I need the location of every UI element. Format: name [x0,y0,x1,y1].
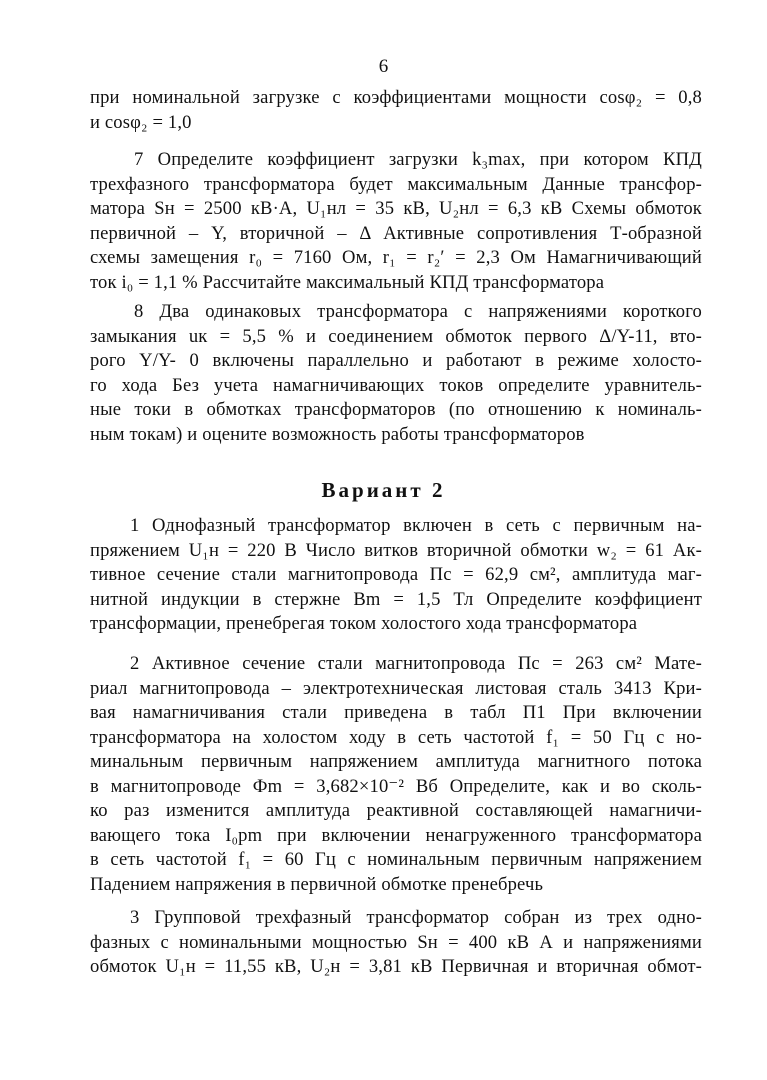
text-line: обмоток U₁н = 11,55 кВ, U₂н = 3,81 кВ Первичная и вторичная обмот- [90,956,702,977]
text-line: трансформатора на холостом ходу в сеть частотой f₁ = 50 Гц с но- [90,726,702,748]
variant2-task-3 [90,906,702,980]
text-line: и cosφ₂ = 1,0 [90,111,192,133]
text-line: ные токи в обмотках трансформаторов (по отношению к номиналь- [90,399,702,420]
text-line: 2 Активное сечение стали магнитопровода Пс = 263 см² Мате- [130,653,702,674]
text-line: при номинальной загрузке с коэффициентами мощности cosφ₂ = 0,8 [90,87,702,108]
text-line: 3 Групповой трехфазный трансформатор собран из трех одно- [130,907,702,928]
text-line: схемы замещения r₀ = 7160 Ом, r₁ = r₂′ = 2,3 Ом Намагничивающий [90,247,702,268]
text-line: Падением напряжения в первичной обмотке пренебречь [90,873,544,895]
page-number: 6 [378,56,389,77]
text-line: вающего тока I₀pm при включении ненагруженного трансформатора [90,824,702,846]
variant2-task-2 [90,652,702,897]
text-line: пряжением U₁н = 220 В Число витков вторичной обмотки w₂ = 61 Ак- [90,539,702,561]
text-line: трансформации, пренебрегая током холостого хода трансформатора [90,613,638,634]
text-line: ным токам) и оцените возможность работы трансформаторов [90,423,585,445]
text-line: замыкания uк = 5,5 % и соединением обмоток первого Δ/Y-11, вто- [90,325,702,347]
text-line: 1 Однофазный трансформатор включен в сеть с первичным на- [130,515,702,536]
paragraph-continuation [90,86,702,135]
text-line: фазных с номинальными мощностью Sн = 400 кВ А и напряжениями [90,931,702,953]
text-line: го хода Без учета намагничивающих токов определите уравнитель- [90,374,702,396]
text-line: вая намагничивания стали приведена в табл П1 При включении [90,702,702,723]
variant-heading: Вариант 2 [321,478,446,502]
text-line: ток i₀ = 1,1 % Рассчитайте максимальный КПД трансформатора [90,271,605,293]
text-line: нитной индукции в стержне Bm = 1,5 Тл Определите коэффициент [90,588,702,610]
text-line: трехфазного трансформатора будет максимальным Данные трансфор- [90,173,702,195]
variant2-task-1 [90,514,702,637]
text-line: ко раз изменится амплитуда реактивной составляющей намагничи- [90,800,702,821]
text-line: 8 Два одинаковых трансформатора с напряжениями короткого [134,301,702,322]
text-line: матора Sн = 2500 кВ·А, U₁нл = 35 кВ, U₂нл = 6,3 кВ Схемы обмоток [90,198,702,219]
text-line: первичной – Y, вторичной – Δ Активные сопротивления Т-образной [90,222,702,244]
text-line: 7 Определите коэффициент загрузки k₃max, при котором КПД [134,149,702,170]
text-line: тивное сечение стали магнитопровода Пс = 62,9 см², амплитуда маг- [90,564,702,585]
text-line: минальным первичным напряжением амплитуда магнитного потока [90,751,702,772]
text-line: в магнитопроводе Фm = 3,682×10⁻² Вб Определите, как и во сколь- [90,775,702,797]
task-8 [90,300,702,447]
task-7 [90,148,702,295]
text-line: риал магнитопровода – электротехническая листовая сталь 3413 Кри- [90,677,702,699]
text-line: рого Y/Y- 0 включены параллельно и работают в режиме холосто- [90,350,702,371]
text-line: в сеть частотой f₁ = 60 Гц с номинальным первичным напряжением [90,849,702,870]
